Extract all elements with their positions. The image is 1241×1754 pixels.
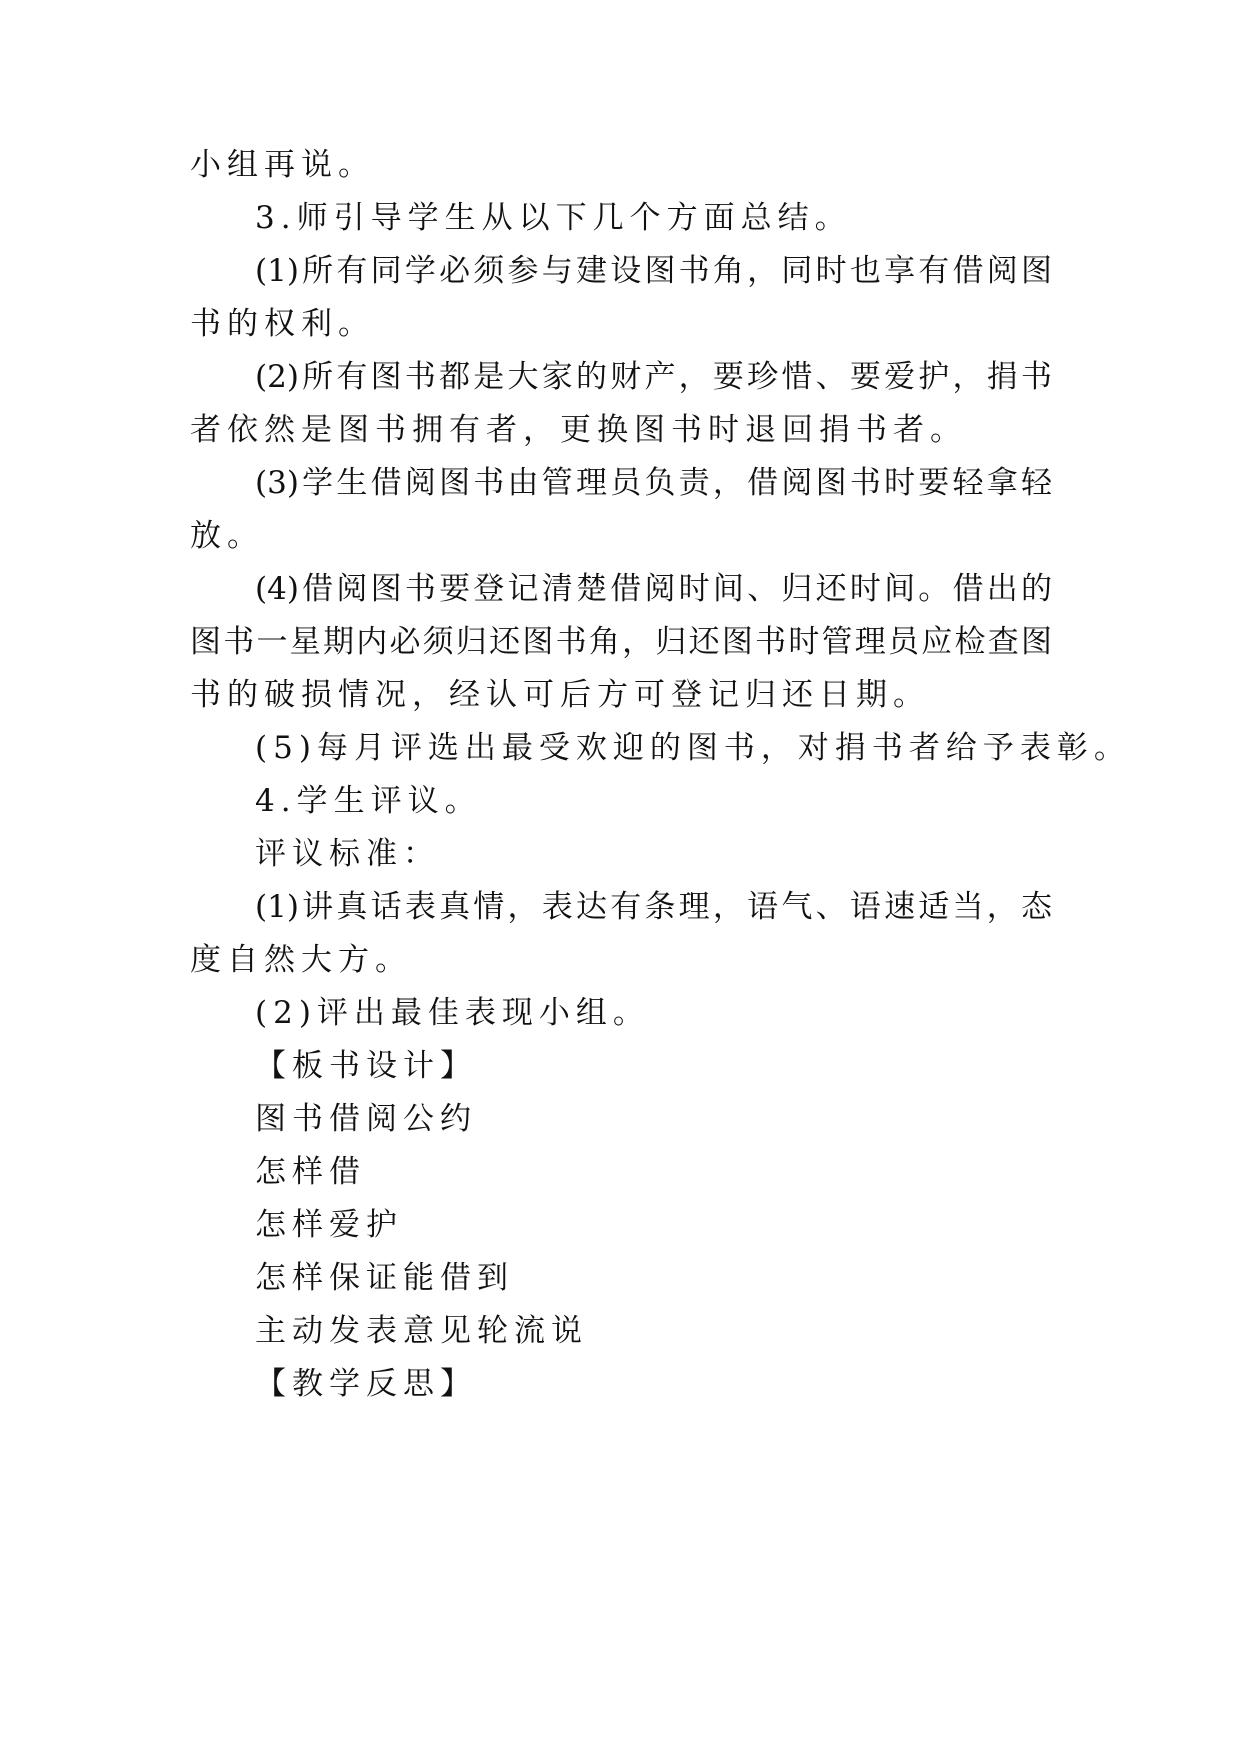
- text-line: (5)每月评选出最受欢迎的图书，对捐书者给予表彰。: [255, 730, 1131, 766]
- text-line: (1)讲真话表真情，表达有条理，语气、语速适当，态: [255, 889, 1052, 925]
- text-line: 图书一星期内必须归还图书角，归还图书时管理员应检查图: [190, 624, 1052, 660]
- text-line: (4)借阅图书要登记清楚借阅时间、归还时间。借出的: [255, 571, 1052, 607]
- text-line: (1)所有同学必须参与建设图书角，同时也享有借阅图: [255, 253, 1052, 289]
- text-line: 怎样借: [255, 1154, 366, 1190]
- text-line: 者依然是图书拥有者，更换图书时退回捐书者。: [190, 412, 967, 448]
- text-line: 图书借阅公约: [255, 1101, 477, 1137]
- text-line: 度自然大方。: [190, 942, 412, 978]
- text-line: 评议标准：: [255, 836, 440, 872]
- section-heading: 【板书设计】: [255, 1048, 477, 1084]
- text-line: 小组再说。: [190, 147, 375, 183]
- text-line: (2)所有图书都是大家的财产，要珍惜、要爱护，捐书: [255, 359, 1052, 395]
- text-line: 怎样爱护: [255, 1207, 403, 1243]
- text-line: 书的破损情况，经认可后方可登记归还日期。: [190, 677, 930, 713]
- text-line: 4.学生评议。: [255, 783, 482, 819]
- text-line: (3)学生借阅图书由管理员负责，借阅图书时要轻拿轻: [255, 465, 1052, 501]
- text-line: (2)评出最佳表现小组。: [255, 995, 650, 1031]
- section-heading: 【教学反思】: [255, 1366, 477, 1402]
- text-line: 怎样保证能借到: [255, 1260, 514, 1296]
- text-line: 主动发表意见轮流说: [255, 1313, 588, 1349]
- text-line: 3.师引导学生从以下几个方面总结。: [255, 200, 852, 236]
- text-line: 书的权利。: [190, 306, 375, 342]
- text-line: 放。: [190, 518, 264, 554]
